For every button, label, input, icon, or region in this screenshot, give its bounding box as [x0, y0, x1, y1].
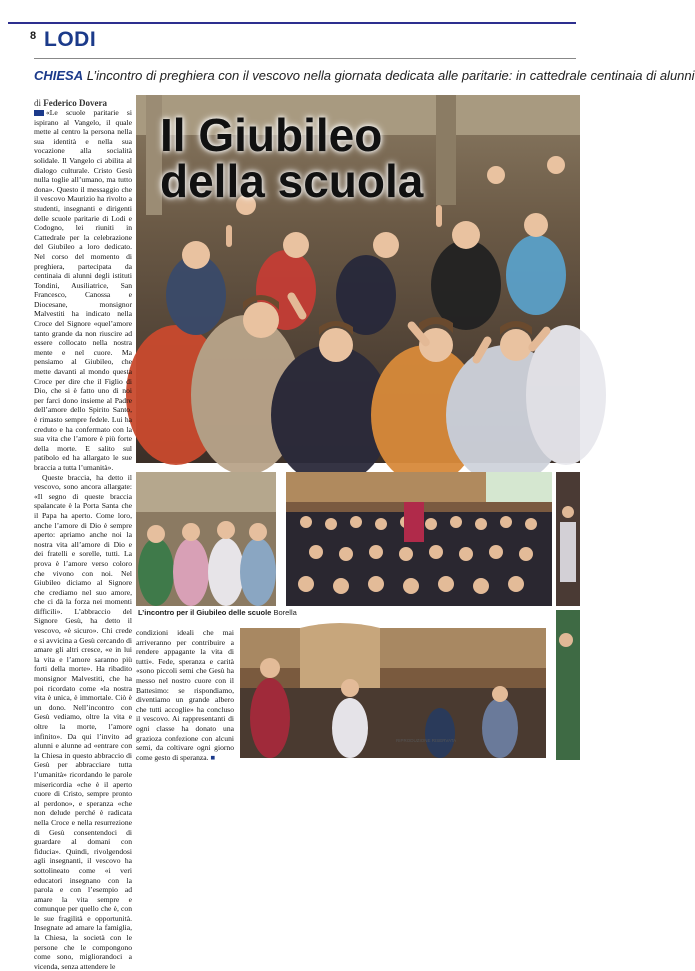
- headline-line-1: Il Giubileo: [160, 109, 383, 161]
- article-paragraph-1: «Le scuole paritarie si ispirano al Vangelo, il quale mette al centro la persona nella sua identità e nella sua vocazione alla socialità solidale. Il Vangelo ci abilita al dialogo culturale. Cristo Gesù nulla toglie all’umano, ma tutto dona». Questo il messaggio che il vescovo Maurizio ha rivolto a studenti, insegnanti e dirigenti delle scuole paritarie di Lodi e Codogno, lei riuniti in Cattedrale per la celebrazione del Giubileo a loro dedicato. Nel corso del momento di preghiera, partecipata da centinaia di alunni degli istituti Tondini, Ausiliatrice, San Francesco, Canossa e Diocesane, monsignor Malvestiti ha indicato nella Croce del Signore «quel’amore tanto grande da non riuscire ad essere collocato nella nostra mente e nel cuore. Ma pensiamo al Giubileo, che mette davanti al mondo questa Croce per dire che il Figlio di Dio, che si è fatto uno di noi per farci dono insieme al Padre dell’amore dello Spirito Santo, è rimasto sempre fedele. Lui ha creduto e ha confermato con la sua vita che l’amore è più forte della morte. E salito sul patibolo ed ha allargato le sue braccia a tutta l’umanità».: [34, 108, 132, 472]
- photo-children-row: [136, 472, 276, 606]
- photo-crowd-image: [286, 472, 552, 606]
- article-column-1: [34, 108, 132, 971]
- byline-prefix: di: [34, 98, 42, 108]
- strip-image-top: [556, 472, 580, 606]
- photo-crowd: [286, 472, 552, 606]
- article-start-icon: [34, 110, 44, 116]
- kicker-text: L’incontro di preghiera con il vescovo nella giornata dedicata alle paritarie: in cattedrale centinaia di alunni: [86, 68, 695, 83]
- article-end-icon: ■: [210, 752, 216, 762]
- byline: [34, 98, 107, 108]
- article-paragraph-2: Queste braccia, ha detto il vescovo, sono ancora allargate: «Il segno di queste braccia spalancate è la Porta Santa che il Papa ha aperto. Come loro, anche l’amore di Dio è sempre aperto: apriamo anche noi la nostra vita all’amore di Dio e dei fratelli e sorelle, tutti. La prova è l’amore verso coloro che vivono con noi. Nel Giubileo diciamo al Signore che crediamo nel suo amore, che ci dà la forza nei momenti difficili». L’abbraccio del Signore Gesù, ha detto il vescovo, «è sicuro». Chi crede e si avvicina a Gesù cercando di amare gli altri cresce, «e in lui la vita e l’amore saranno più forti della morte». Ha ribadito monsignor Malvestiti, che ha poi ricordato come «la nostra vita è unica, è immortale. Ciò è un dono. Nell’incontro con Gesù vediamo, oltre la vita e oltre la morte, l’amore infinito». Da qui l’invito ad alunni e alunne ad «entrare con la Chiesa in questo abbraccio di Gesù per abbracciare tutta l’umanità» ricordando le parole misericordia «che è il aperto cuore di Cristo, sempre pronto al perdono», e speranza «che non delude perché è radicata nella Croce e nella resurrezione di Gesù consentendoci di guardare al domani con fiducia». Quindi, rivolgendosi agli insegnanti, il vescovo ha sottolineato come «i veri educatori insegnano con la parola e con l’esempio ad amare la vita sempre e comunque per quello che è, con le sue fragilità e opportunità. Insegnate ad amare la famiglia, la Chiesa, la società con le persone che le compongono come sono, migliorandoci a vicenda, senza attendere le: [34, 472, 132, 971]
- headline: [160, 109, 424, 207]
- kicker: [34, 68, 695, 83]
- byline-author: Federico Dovera: [43, 98, 107, 108]
- photo-strip-right-top: [556, 472, 580, 606]
- page-number: 8: [30, 30, 37, 42]
- top-rule: [8, 22, 576, 24]
- article-column-final: [136, 628, 234, 762]
- strip-image-bottom: [556, 610, 580, 760]
- caption-credit: Borella: [273, 608, 297, 617]
- photo-children-image: [136, 472, 276, 606]
- photo-bishop: [240, 628, 546, 758]
- headline-line-2: della scuola: [160, 155, 424, 207]
- article-closing-text: condizioni ideali che mai arriveranno per contribuire a rendere appagante la vita di tutti». Fede, speranza e carità «sono piccoli semi che Gesù ha messo nel nostro cuore con il Battesimo: se rispondiamo, diventiamo un grande albero che tutti accoglie» ha concluso il vescovo. Ai rappresentanti di ogni classe ha donato una grazioza confezione con alcuni semi, da coltivare ogni giorno come gesto di speranza.: [136, 628, 234, 762]
- photo-strip-right-bottom: [556, 610, 580, 760]
- section-rule: [34, 58, 576, 59]
- section-title: LODI: [44, 28, 97, 51]
- photo-bishop-image: [240, 628, 546, 758]
- photo-caption: [138, 608, 297, 617]
- photo-credit: RIPRODUZIONE RISERVATA: [396, 738, 457, 743]
- caption-text: L’incontro per il Giubileo delle scuole: [138, 608, 272, 617]
- kicker-tag: CHIESA: [34, 68, 84, 83]
